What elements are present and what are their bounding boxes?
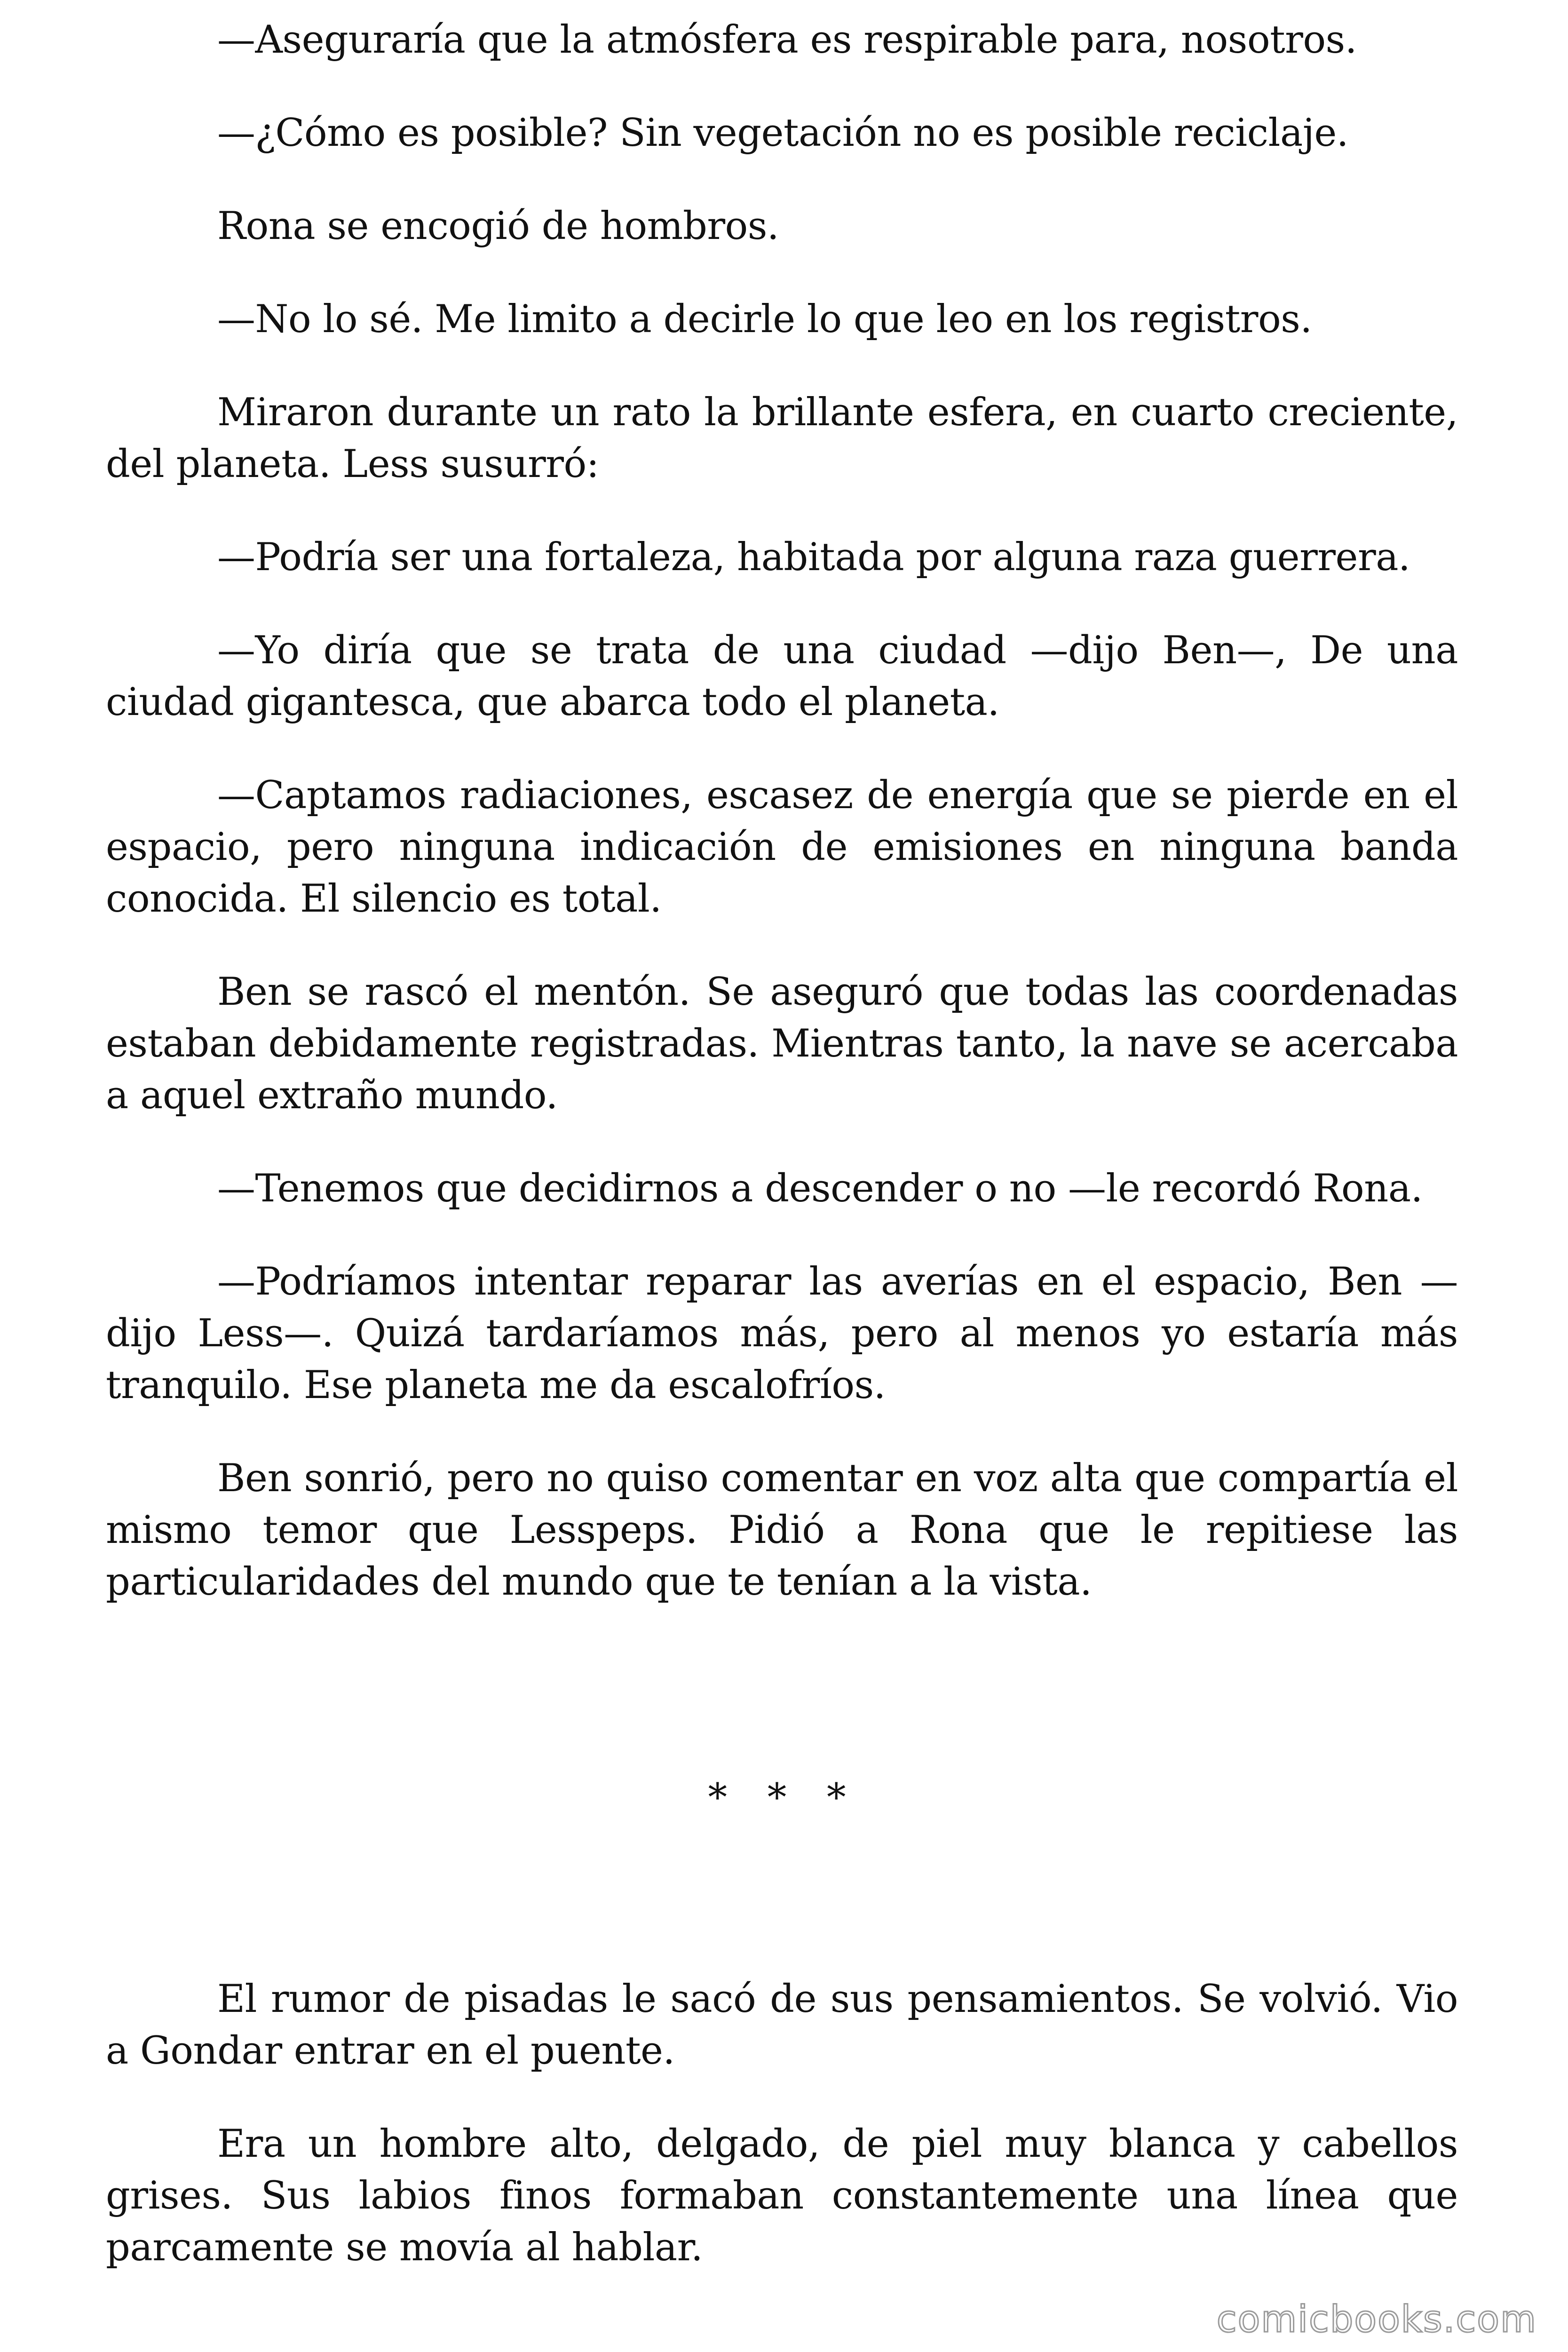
paragraph: —Captamos radiaciones, escasez de energía que se pierde en el espacio, pero ninguna indicación de emisiones en ninguna banda conocida. El silencio es total. xyxy=(106,773,1458,921)
paragraph: —No lo sé. Me limito a decirle lo que leo en los registros. xyxy=(217,297,1312,342)
paragraph: Ben sonrió, pero no quiso comentar en voz alta que compartía el mismo temor que Lesspeps. Pidió a Rona que le repitiese las particularidades del mundo que te tenían a la vista. xyxy=(106,1456,1458,1604)
paragraph: Ben se rascó el mentón. Se aseguró que todas las coordenadas estaban debidamente registradas. Mientras tanto, la nave se acercaba a aquel extraño mundo. xyxy=(106,970,1458,1118)
paragraph: —Aseguraría que la atmósfera es respirable para, nosotros. xyxy=(217,18,1357,62)
scene-break: * * * xyxy=(708,1776,860,1820)
paragraph: —Yo diría que se trata de una ciudad —dijo Ben—, De una ciudad gigantesca, que abarca todo el planeta. xyxy=(106,628,1458,724)
paragraph: Miraron durante un rato la brillante esfera, en cuarto creciente, del planeta. Less susurró: xyxy=(106,390,1458,486)
paragraph: El rumor de pisadas le sacó de sus pensamientos. Se volvió. Vio a Gondar entrar en el puente. xyxy=(106,1977,1458,2073)
watermark: comicbooks.com xyxy=(1216,2298,1537,2341)
paragraph: —Podríamos intentar reparar las averías en el espacio, Ben —dijo Less—. Quizá tardaríamos más, pero al menos yo estaría más tranquilo. Ese planeta me da escalofríos. xyxy=(106,1260,1458,1407)
page-text-block-after-break xyxy=(106,1973,1458,2315)
paragraph: —¿Cómo es posible? Sin vegetación no es posible reciclaje. xyxy=(217,111,1349,155)
paragraph: —Podría ser una fortaleza, habitada por alguna raza guerrera. xyxy=(217,535,1410,580)
paragraph: Rona se encogió de hombros. xyxy=(217,204,779,248)
paragraph: —Tenemos que decidirnos a descender o no —le recordó Rona. xyxy=(217,1167,1423,1211)
page-text-block xyxy=(106,14,1458,1608)
paragraph: Era un hombre alto, delgado, de piel muy blanca y cabellos grises. Sus labios finos formaban constantemente una línea que parcamente se movía al hablar. xyxy=(106,2122,1458,2270)
